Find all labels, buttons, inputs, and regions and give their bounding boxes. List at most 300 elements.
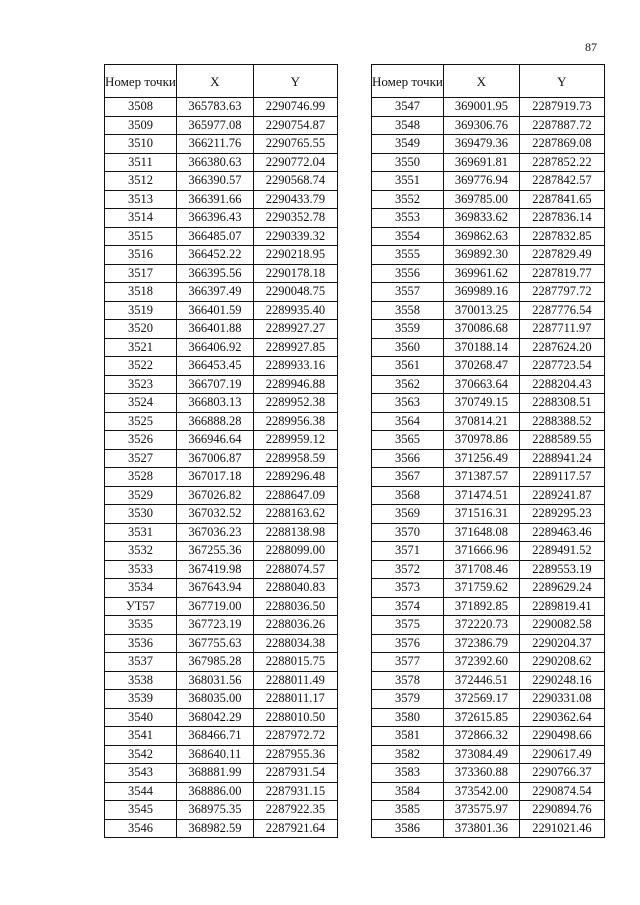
table-row [372,616,605,635]
table-row [105,412,338,431]
cell-x: 368640.11 [176,745,253,764]
cell-point-number: 3509 [105,116,177,135]
table-row [372,819,605,838]
cell-point-number: 3510 [105,135,177,154]
cell-y: 2290754.87 [253,116,337,135]
cell-y: 2289241.87 [519,486,604,505]
cell-x: 367719.00 [176,597,253,616]
cell-x: 367017.18 [176,468,253,487]
cell-point-number: 3554 [372,227,444,246]
cell-y: 2287711.97 [519,320,604,339]
cell-y: 2287829.49 [519,246,604,265]
cell-x: 370268.47 [443,357,519,376]
cell-point-number: 3571 [372,542,444,561]
cell-x: 367985.28 [176,653,253,672]
cell-x: 366390.57 [176,172,253,191]
cell-x: 371474.51 [443,486,519,505]
cell-point-number: 3552 [372,190,444,209]
cell-y: 2287797.72 [519,283,604,302]
cell-x: 372569.17 [443,690,519,709]
cell-y: 2290208.62 [519,653,604,672]
header-y: Y [253,65,337,98]
cell-point-number: 3560 [372,338,444,357]
cell-x: 369892.30 [443,246,519,265]
cell-y: 2287955.36 [253,745,337,764]
cell-y: 2288204.43 [519,375,604,394]
cell-y: 2289956.38 [253,412,337,431]
table-row [105,135,338,154]
cell-y: 2288308.51 [519,394,604,413]
cell-x: 369785.00 [443,190,519,209]
cell-y: 2287922.35 [253,801,337,820]
header-x: X [176,65,253,98]
cell-x: 366452.22 [176,246,253,265]
cell-y: 2290248.16 [519,671,604,690]
cell-point-number: 3540 [105,708,177,727]
cell-point-number: 3525 [105,412,177,431]
table-row [105,116,338,135]
cell-point-number: 3511 [105,153,177,172]
table-row [372,116,605,135]
cell-point-number: 3553 [372,209,444,228]
cell-x: 371708.46 [443,560,519,579]
table-row [105,283,338,302]
table-row [372,246,605,265]
cell-point-number: 3532 [105,542,177,561]
cell-point-number: 3559 [372,320,444,339]
table-row [372,486,605,505]
cell-y: 2288099.00 [253,542,337,561]
table-row [105,727,338,746]
cell-x: 366453.45 [176,357,253,376]
cell-x: 367419.98 [176,560,253,579]
table-row [372,98,605,117]
cell-point-number: 3548 [372,116,444,135]
cell-y: 2287624.20 [519,338,604,357]
cell-x: 373801.36 [443,819,519,838]
cell-point-number: 3549 [372,135,444,154]
cell-point-number: 3519 [105,301,177,320]
table-header-row [372,65,605,98]
cell-y: 2289295.23 [519,505,604,524]
coordinates-table-right [371,64,605,838]
cell-y: 2289952.38 [253,394,337,413]
table-row [105,468,338,487]
cell-point-number: 3561 [372,357,444,376]
cell-y: 2288011.17 [253,690,337,709]
table-row [372,172,605,191]
cell-x: 368881.99 [176,764,253,783]
cell-x: 366401.88 [176,320,253,339]
cell-y: 2287842.57 [519,172,604,191]
cell-x: 366391.66 [176,190,253,209]
cell-point-number: 3530 [105,505,177,524]
table-row [372,579,605,598]
cell-x: 369961.62 [443,264,519,283]
cell-x: 368042.29 [176,708,253,727]
cell-point-number: 3547 [372,98,444,117]
cell-y: 2287832.85 [519,227,604,246]
cell-point-number: 3543 [105,764,177,783]
cell-point-number: 3557 [372,283,444,302]
cell-x: 366707.19 [176,375,253,394]
table-row [105,153,338,172]
table-row [372,153,605,172]
cell-point-number: 3566 [372,449,444,468]
cell-y: 2290082.58 [519,616,604,635]
table-row [105,579,338,598]
coordinates-table-left [104,64,338,838]
cell-point-number: 3581 [372,727,444,746]
cell-x: 367006.87 [176,449,253,468]
cell-point-number: 3539 [105,690,177,709]
cell-point-number: 3526 [105,431,177,450]
cell-x: 370749.15 [443,394,519,413]
table-row [372,190,605,209]
table-row [372,468,605,487]
table-row [372,394,605,413]
cell-y: 2288011.49 [253,671,337,690]
cell-x: 367643.94 [176,579,253,598]
cell-point-number: 3515 [105,227,177,246]
cell-x: 369001.95 [443,98,519,117]
cell-y: 2287931.54 [253,764,337,783]
table-row [372,431,605,450]
table-row [105,782,338,801]
cell-x: 369989.16 [443,283,519,302]
cell-y: 2289959.12 [253,431,337,450]
table-row [105,597,338,616]
cell-x: 366395.56 [176,264,253,283]
cell-point-number: 3564 [372,412,444,431]
cell-y: 2288034.38 [253,634,337,653]
table-row [105,264,338,283]
cell-x: 372392.60 [443,653,519,672]
cell-point-number: 3544 [105,782,177,801]
cell-point-number: 3508 [105,98,177,117]
cell-point-number: 3520 [105,320,177,339]
table-row [372,653,605,672]
header-point-number: Номер точки [105,65,177,98]
cell-point-number: 3517 [105,264,177,283]
table-row [105,301,338,320]
cell-x: 365783.63 [176,98,253,117]
cell-point-number: 3562 [372,375,444,394]
cell-y: 2290874.54 [519,782,604,801]
table-row [105,523,338,542]
cell-point-number: 3514 [105,209,177,228]
cell-y: 2289553.19 [519,560,604,579]
table-row [372,320,605,339]
cell-point-number: 3572 [372,560,444,579]
cell-point-number: 3524 [105,394,177,413]
table-row [105,246,338,265]
cell-x: 368975.35 [176,801,253,820]
cell-point-number: 3576 [372,634,444,653]
cell-y: 2290894.76 [519,801,604,820]
cell-x: 372220.73 [443,616,519,635]
cell-y: 2288040.83 [253,579,337,598]
cell-point-number: 3512 [105,172,177,191]
cell-point-number: 3570 [372,523,444,542]
table-row [105,357,338,376]
cell-x: 372446.51 [443,671,519,690]
table-row [105,690,338,709]
cell-y: 2290362.64 [519,708,604,727]
table-row [105,227,338,246]
cell-point-number: 3573 [372,579,444,598]
table-row [372,505,605,524]
table-row [372,597,605,616]
cell-y: 2288015.75 [253,653,337,672]
cell-point-number: 3569 [372,505,444,524]
header-y: Y [519,65,604,98]
table-body-right [372,98,605,838]
cell-y: 2289463.46 [519,523,604,542]
cell-y: 2289946.88 [253,375,337,394]
header-point-number: Номер точки [372,65,444,98]
cell-y: 2290772.04 [253,153,337,172]
cell-x: 370086.68 [443,320,519,339]
cell-y: 2290204.37 [519,634,604,653]
cell-y: 2287931.15 [253,782,337,801]
table-row [372,690,605,709]
cell-point-number: 3567 [372,468,444,487]
table-row [105,653,338,672]
table-row [372,671,605,690]
cell-x: 368031.56 [176,671,253,690]
cell-x: 369691.81 [443,153,519,172]
table-body-left [105,98,338,838]
cell-y: 2290339.32 [253,227,337,246]
table-row [105,394,338,413]
cell-x: 366211.76 [176,135,253,154]
table-row [372,283,605,302]
cell-y: 2289933.16 [253,357,337,376]
table-row [105,449,338,468]
cell-y: 2288589.55 [519,431,604,450]
cell-x: 370663.64 [443,375,519,394]
cell-y: 2287723.54 [519,357,604,376]
cell-y: 2289927.27 [253,320,337,339]
cell-point-number: 3541 [105,727,177,746]
cell-point-number: 3584 [372,782,444,801]
cell-y: 2287836.14 [519,209,604,228]
cell-y: 2288074.57 [253,560,337,579]
cell-point-number: 3563 [372,394,444,413]
cell-point-number: 3542 [105,745,177,764]
cell-y: 2290568.74 [253,172,337,191]
cell-y: 2288036.26 [253,616,337,635]
cell-point-number: 3529 [105,486,177,505]
cell-point-number: 3518 [105,283,177,302]
table-row [372,542,605,561]
cell-x: 373360.88 [443,764,519,783]
table-row [105,708,338,727]
cell-x: 368035.00 [176,690,253,709]
cell-x: 373084.49 [443,745,519,764]
table-row [372,301,605,320]
cell-y: 2290498.66 [519,727,604,746]
cell-y: 2289491.52 [519,542,604,561]
cell-x: 371516.31 [443,505,519,524]
table-row [105,745,338,764]
cell-x: 370188.14 [443,338,519,357]
cell-y: 2290048.75 [253,283,337,302]
cell-x: 369479.36 [443,135,519,154]
table-header-row [105,65,338,98]
cell-x: 369306.76 [443,116,519,135]
cell-y: 2290331.08 [519,690,604,709]
cell-y: 2289935.40 [253,301,337,320]
cell-point-number: 3583 [372,764,444,783]
table-row [105,819,338,838]
cell-x: 366485.07 [176,227,253,246]
cell-point-number: 3533 [105,560,177,579]
table-row [372,764,605,783]
cell-x: 366406.92 [176,338,253,357]
table-row [105,98,338,117]
cell-x: 371759.62 [443,579,519,598]
cell-x: 369833.62 [443,209,519,228]
table-row [372,801,605,820]
cell-x: 371648.08 [443,523,519,542]
table-row [372,560,605,579]
cell-y: 2288388.52 [519,412,604,431]
cell-y: 2289117.57 [519,468,604,487]
cell-y: 2288941.24 [519,449,604,468]
table-row [372,708,605,727]
table-row [105,616,338,635]
cell-x: 372386.79 [443,634,519,653]
header-x: X [443,65,519,98]
table-row [372,449,605,468]
cell-point-number: 3535 [105,616,177,635]
cell-x: 366401.59 [176,301,253,320]
cell-y: 2289629.24 [519,579,604,598]
cell-y: 2289927.85 [253,338,337,357]
cell-x: 368466.71 [176,727,253,746]
cell-x: 373575.97 [443,801,519,820]
cell-y: 2287841.65 [519,190,604,209]
cell-y: 2291021.46 [519,819,604,838]
cell-y: 2287972.72 [253,727,337,746]
cell-x: 373542.00 [443,782,519,801]
table-row [372,338,605,357]
cell-x: 369776.94 [443,172,519,191]
table-row [105,671,338,690]
cell-x: 371256.49 [443,449,519,468]
cell-point-number: 3513 [105,190,177,209]
cell-x: 366888.28 [176,412,253,431]
cell-point-number: 3565 [372,431,444,450]
cell-x: 366397.49 [176,283,253,302]
cell-y: 2287869.08 [519,135,604,154]
cell-point-number: 3586 [372,819,444,838]
table-row [105,542,338,561]
cell-point-number: 3568 [372,486,444,505]
table-row [372,782,605,801]
cell-point-number: УТ57 [105,597,177,616]
cell-point-number: 3516 [105,246,177,265]
cell-point-number: 3580 [372,708,444,727]
cell-x: 369862.63 [443,227,519,246]
table-row [372,745,605,764]
table-row [105,209,338,228]
cell-x: 366380.63 [176,153,253,172]
table-row [372,227,605,246]
cell-x: 370814.21 [443,412,519,431]
cell-y: 2288138.98 [253,523,337,542]
cell-x: 365977.08 [176,116,253,135]
table-row [105,190,338,209]
cell-y: 2290218.95 [253,246,337,265]
table-row [105,560,338,579]
table-row [372,727,605,746]
cell-x: 368886.00 [176,782,253,801]
cell-y: 2290433.79 [253,190,337,209]
cell-x: 372866.32 [443,727,519,746]
table-row [105,486,338,505]
cell-y: 2290765.55 [253,135,337,154]
table-row [372,209,605,228]
cell-x: 367723.19 [176,616,253,635]
cell-y: 2287919.73 [519,98,604,117]
cell-x: 367032.52 [176,505,253,524]
cell-point-number: 3579 [372,690,444,709]
cell-y: 2287921.64 [253,819,337,838]
table-row [372,634,605,653]
cell-point-number: 3582 [372,745,444,764]
cell-x: 366946.64 [176,431,253,450]
table-row [105,320,338,339]
table-row [105,338,338,357]
cell-y: 2288163.62 [253,505,337,524]
cell-point-number: 3546 [105,819,177,838]
cell-x: 366396.43 [176,209,253,228]
cell-point-number: 3523 [105,375,177,394]
cell-y: 2290766.37 [519,764,604,783]
cell-y: 2287776.54 [519,301,604,320]
cell-point-number: 3536 [105,634,177,653]
cell-point-number: 3537 [105,653,177,672]
table-row [105,801,338,820]
table-row [372,264,605,283]
cell-point-number: 3585 [372,801,444,820]
cell-y: 2289958.59 [253,449,337,468]
cell-y: 2287887.72 [519,116,604,135]
cell-point-number: 3575 [372,616,444,635]
cell-point-number: 3578 [372,671,444,690]
cell-point-number: 3534 [105,579,177,598]
cell-point-number: 3574 [372,597,444,616]
cell-x: 371892.85 [443,597,519,616]
cell-point-number: 3521 [105,338,177,357]
table-row [105,375,338,394]
cell-point-number: 3550 [372,153,444,172]
cell-y: 2289296.48 [253,468,337,487]
table-row [105,764,338,783]
table-row [105,505,338,524]
table-row [105,634,338,653]
cell-y: 2290178.18 [253,264,337,283]
table-row [372,357,605,376]
cell-x: 366803.13 [176,394,253,413]
cell-y: 2288036.50 [253,597,337,616]
cell-x: 371666.96 [443,542,519,561]
table-row [372,375,605,394]
cell-y: 2290352.78 [253,209,337,228]
